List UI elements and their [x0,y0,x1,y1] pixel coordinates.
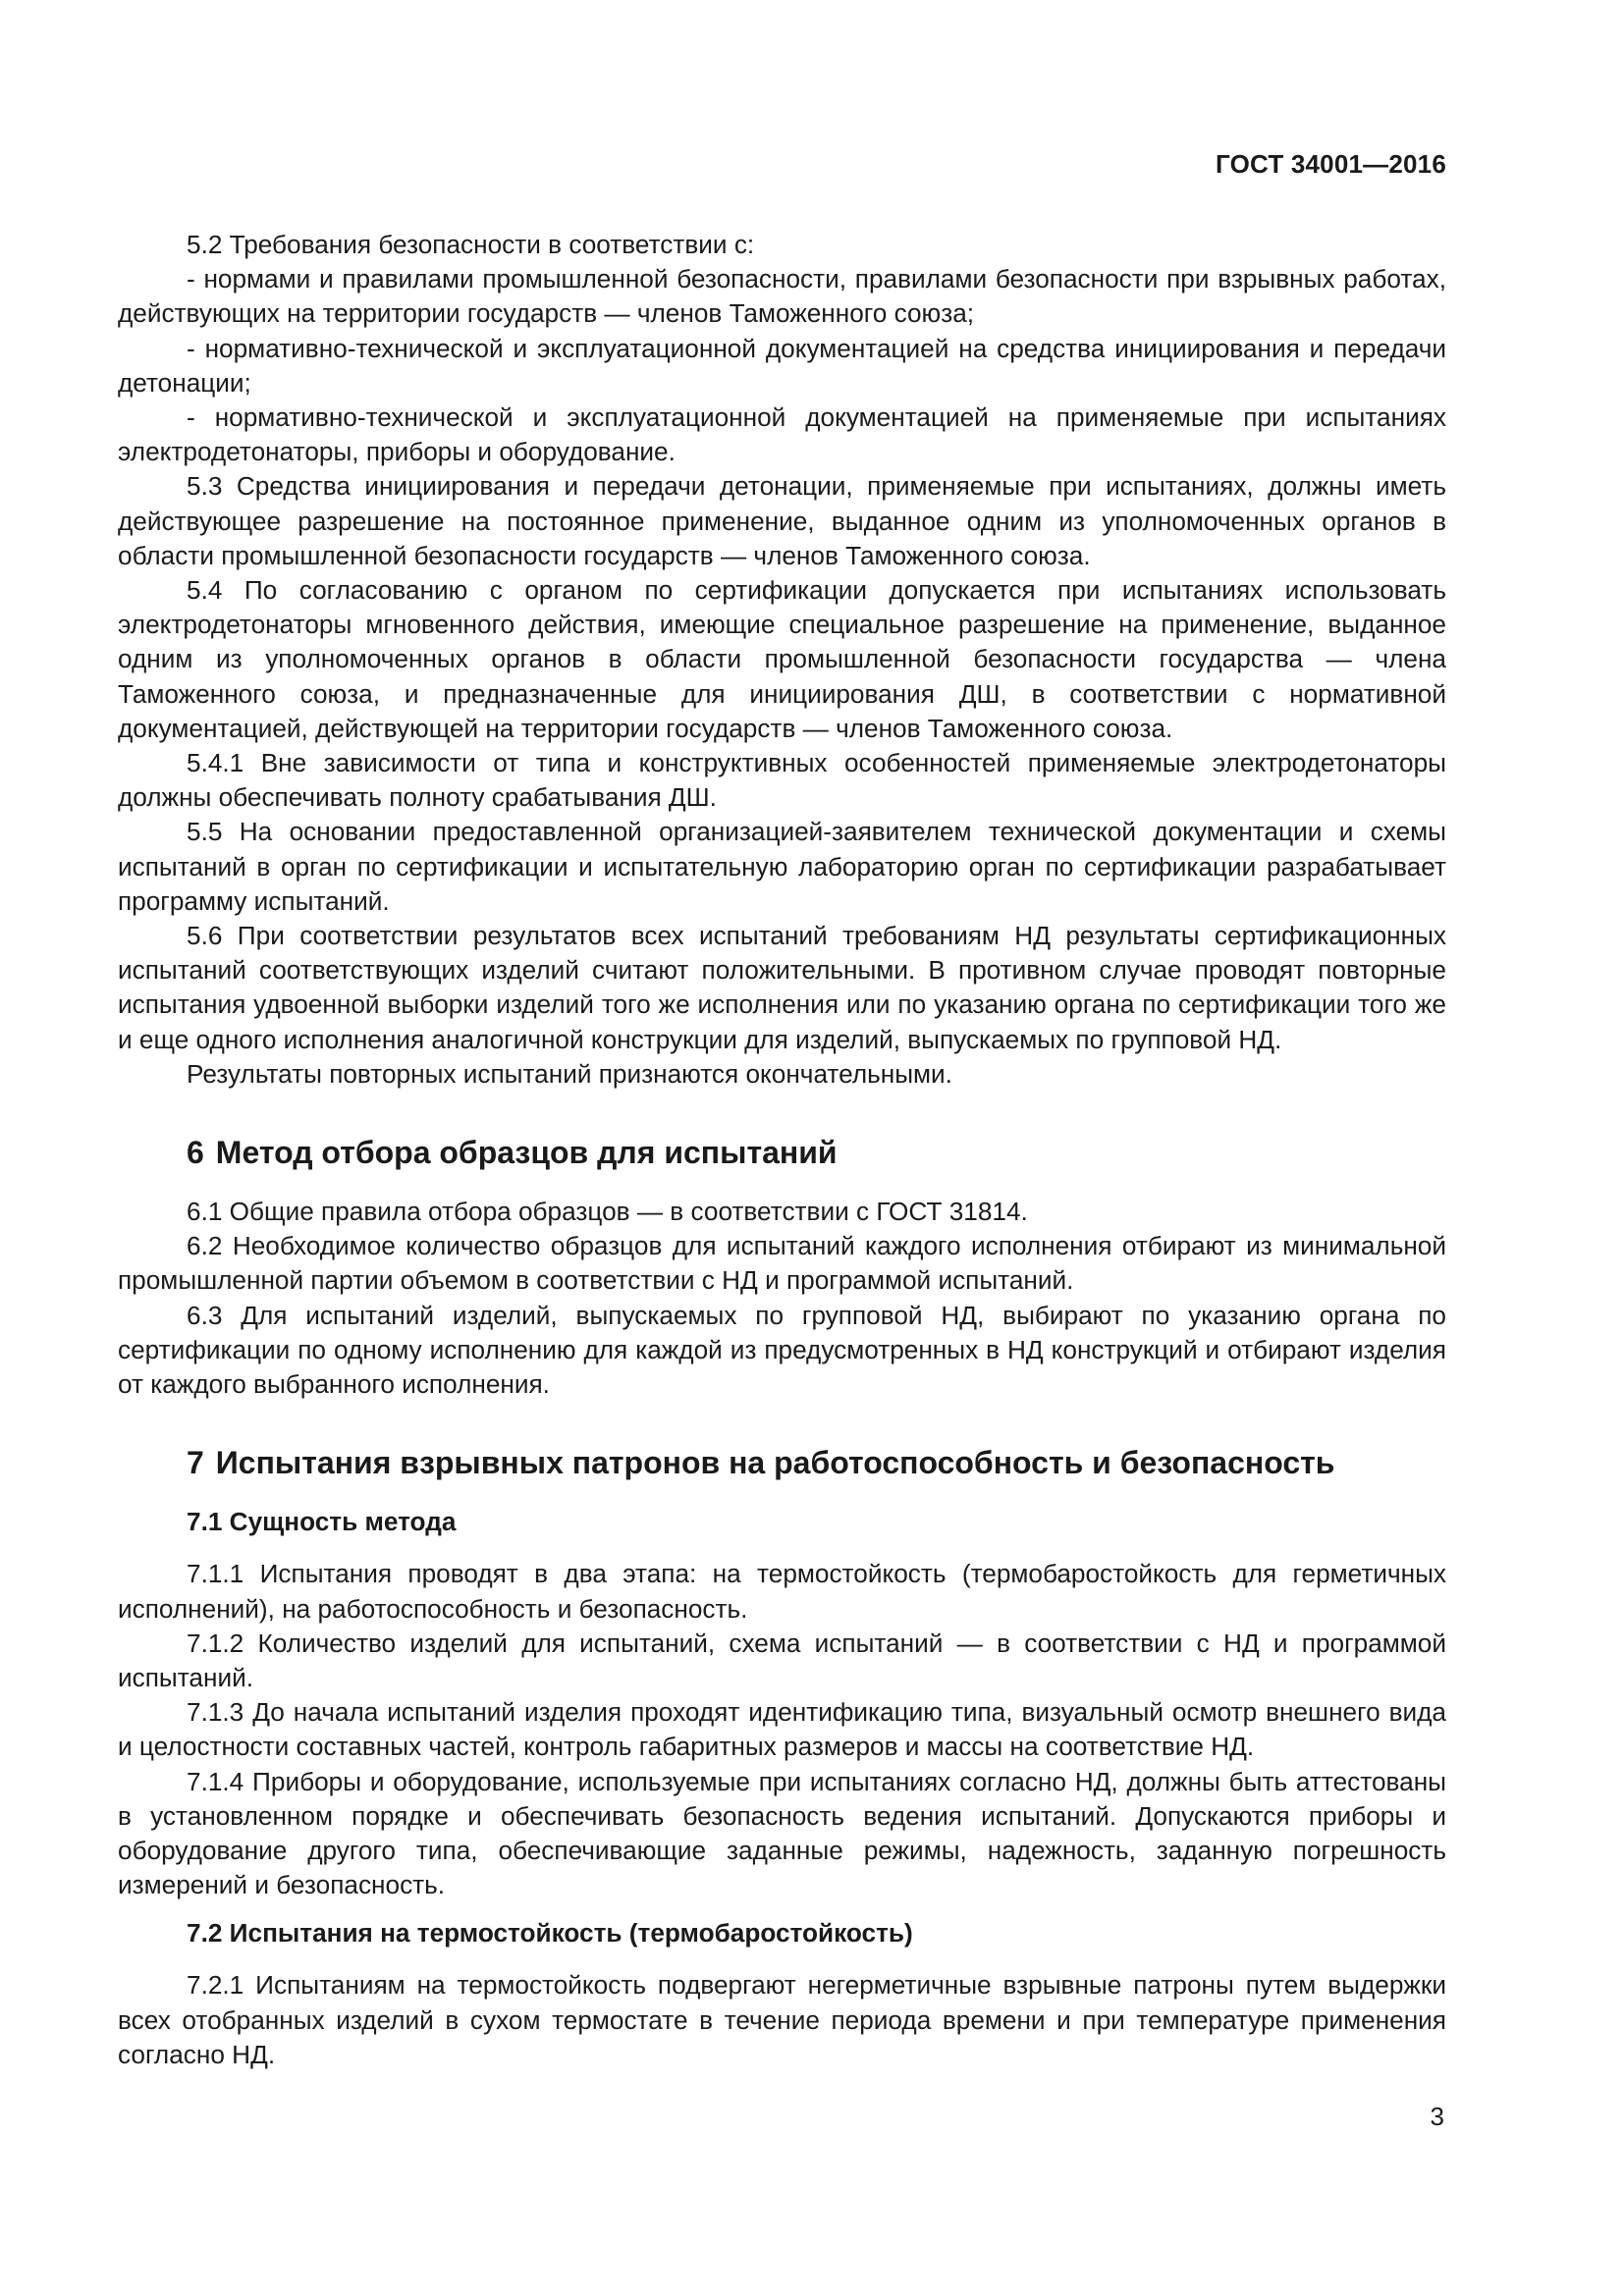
paragraph-5-4-1: 5.4.1 Вне зависимости от типа и конструктивных особенностей применяемые электродетонаторы должны обеспечивать полноту срабатывания ДШ. [118,748,1446,813]
document-header-id: ГОСТ 34001—2016 [1216,149,1446,179]
paragraph-7-2-1: 7.2.1 Испытаниям на термостойкость подвергают негерметичные взрывные патроны путем выдержки всех отобранных изделий в сухом термостате в течение периода времени и при температуре применения согласно НД. [118,1970,1446,2069]
paragraph-6-3: 6.3 Для испытаний изделий, выпускаемых по групповой НД, выбирают по указанию органа по сертификации по одному исполнению для каждой из предусмотренных в НД конструкций и отбирают изделия от каждого выбранного исполнения. [118,1300,1446,1400]
section-7-number: 7 [187,1445,204,1481]
paragraph-5-6: 5.6 При соответствии результатов всех испытаний требованиям НД результаты сертификационных испытаний соответствующих изделий считают положительными. В противном случае проводят повторные испытания удвоенной выборки изделий того же исполнения или по указанию органа по сертификации того же и еще одного исполнения аналогичной конструкции для изделий, выпускаемых по групповой НД. [118,921,1446,1054]
paragraph-5-2: 5.2 Требования безопасности в соответствии с: [187,230,755,259]
paragraph-5-5: 5.5 На основании предоставленной организацией-заявителем технической документации и схемы испытаний в орган по сертификации и испытательную лабораторию орган по сертификации разрабатывает программу испытаний. [118,817,1446,916]
paragraph-5-2-item-1: - нормами и правилами промышленной безопасности, правилами безопасности при взрывных работах, действующих на территории государств — членов Таможенного союза; [118,264,1446,329]
paragraph-6-2: 6.2 Необходимое количество образцов для испытаний каждого исполнения отбирают из минимальной промышленной партии объемом в соответствии с НД и программой испытаний. [118,1231,1446,1296]
section-6-heading [118,1134,1446,1171]
paragraph-5-2-item-2: - нормативно-технической и эксплуатационной документацией на средства инициирования и передачи детонации; [118,333,1446,398]
subsection-7-1-heading: 7.1 Сущность метода [187,1507,457,1537]
section-7-heading [118,1444,1446,1481]
paragraph-7-1-1: 7.1.1 Испытания проводят в два этапа: на термостойкость (термобаростойкость для герметичных исполнений), на работоспособность и безопасность. [118,1559,1446,1624]
paragraph-5-4: 5.4 По согласованию с органом по сертификации допускается при испытаниях использовать электродетонаторы мгновенного действия, имеющие специальное разрешение на применение, выданное одним из уполномоченных органов в области промышленной безопасности государства — члена Таможенного союза, и предназначенные для инициирования ДШ, в соответствии с нормативной документацией, действующей на территории государств — членов Таможенного союза. [118,575,1446,743]
page-number: 3 [1430,2102,1444,2131]
paragraph-7-1-2: 7.1.2 Количество изделий для испытаний, схема испытаний — в соответствии с НД и программой испытаний. [118,1628,1446,1692]
paragraph-5-6-result: Результаты повторных испытаний признаются окончательными. [187,1058,952,1089]
paragraph-6-1: 6.1 Общие правила отбора образцов — в соответствии с ГОСТ 31814. [187,1197,1028,1227]
paragraph-7-1-3: 7.1.3 До начала испытаний изделия проходят идентификацию типа, визуальный осмотр внешнего вида и целостности составных частей, контроль габаритных размеров и массы на соответствие НД. [118,1697,1446,1762]
paragraph-5-2-item-3: - нормативно-технической и эксплуатационной документацией на применяемые при испытаниях электродетонаторы, приборы и оборудование. [118,402,1446,467]
paragraph-5-3: 5.3 Средства инициирования и передачи детонации, применяемые при испытаниях, должны иметь действующее разрешение на постоянное применение, выданное одним из уполномоченных органов в области промышленной безопасности государств — членов Таможенного союза. [118,471,1446,570]
paragraph-7-1-4: 7.1.4 Приборы и оборудование, используемые при испытаниях согласно НД, должны быть аттестованы в установленном порядке и обеспечивать безопасность ведения испытаний. Допускаются приборы и оборудование другого типа, обеспечивающие заданные режимы, надежность, заданную погрешность измерений и безопасность. [118,1766,1446,1900]
document-body [118,228,1446,2072]
subsection-7-2-heading: 7.2 Испытания на термостойкость (термобаростойкость) [187,1918,913,1949]
section-7-title: Испытания взрывных патронов на работоспособность и безопасность [215,1445,1335,1481]
section-6-number: 6 [187,1135,204,1171]
section-6-title: Метод отбора образцов для испытаний [215,1135,838,1171]
